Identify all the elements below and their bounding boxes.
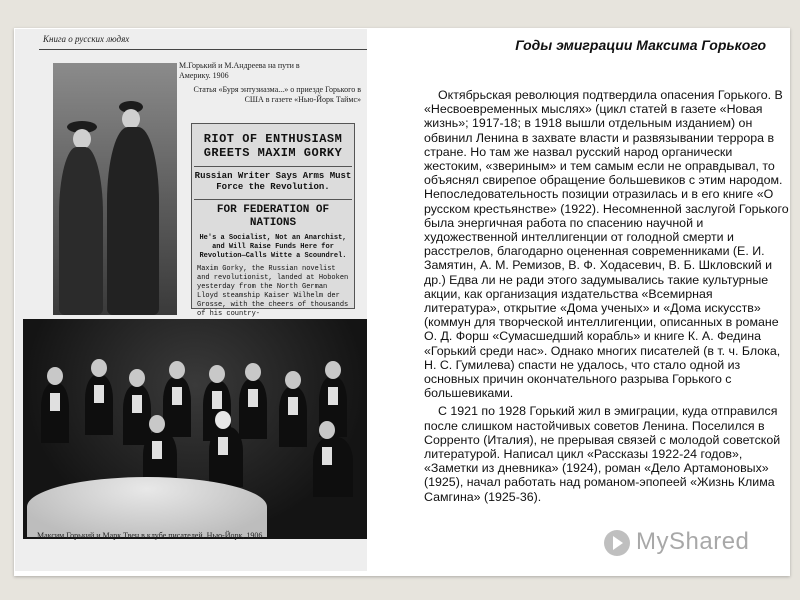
newspaper-clipping [191,123,355,318]
clipping-banner: FOR FEDERATION OF NATIONS [194,199,352,230]
photo-gorky-andreeva [53,63,177,315]
photo-caption-bottom: Максим Горький и Марк Твен в клубе писателей. Нью-Йорк, 1906 [37,531,263,540]
body-paragraph-2: С 1921 по 1928 Горький жил в эмиграции, куда отправился после слишком настойчивых советов Ленина. Поселился в Сорренто (Италия), не прерывая связей с молодой советской литературой. Написал цикл «Рассказы 1922-24 годов», «Заметки из дневника» (1924), роман «Дело Артамоновых» (1925), начал работать над романом-эпопеей «Жизнь Клима Самгина» (1925-36). [424,404,781,504]
photo-caption-top: М.Горький и М.Андреева на пути в Америку. 1906 [179,61,300,80]
clipping-subhead: Russian Writer Says Arms Must Force the Revolution. [194,166,352,193]
slide-title: Годы эмиграции Максима Горького [515,37,766,53]
book-running-header [39,31,367,50]
book-header-text: Книга о русских людях [43,34,130,44]
slide-body [424,88,792,504]
body-paragraph-1: Октябрьская революция подтвердила опасения Горького. В «Несвоевременных мыслях» (цикл статей в газете «Новая жизнь»; 1917-18; в 1918 вышли отдельным изданием) он обвинил Ленина в захвате власти и развязывании террора в стране. Но там же назвал русский народ органически жестоким, «звериным» и тем самым если не оправдывал, то объяснял свирепое обращение большевиков с этим народом. Непоследовательность позиции отразилась и в его книге «О русском крестьянстве» (1922). Несомненной заслугой Горького была энергичная работа по спасению научной и художественной интеллигенции от голодной смерти и расстрелов, благодарно оцененная современниками (Е. И. Замятин, А. М. Ремизов, В. Ф. Ходасевич, В. Б. Шкловский и др.) Едва ли не ради этого задумывались такие культурные акции, как организация издательства «Всемирная литература», открытие «Дома ученых» и «Дома искусств» (коммун для творческой интеллигенции, описанных в романе О. Д. Форш «Сумасшедший корабль» и книге К. А. Федина «Горький среди нас». Однако многих писателей (в т. ч. Блока, Н. С. Гумилева) спасти не удалось, что стало одной из основных причин окончательного разрыва Горького с большевиками. [424,88,789,401]
photo-gorky-twain-club [23,319,367,539]
clipping-body: Maxim Gorky, the Russian novelist and revolutionist, landed at Hoboken yesterday from the North German Lloyd steamship Kaiser Wilhelm der Grosse, with the cheers of thousands of his country- [197,265,349,318]
clipping-caption: Статья «Буря энтузиазма...» о приезде Горького в США в газете «Нью-Йорк Таймс» [193,85,361,104]
clipping-headline: RIOT OF ENTHUSIASM GREETS MAXIM GORKY [203,132,343,160]
book-page-scan [15,29,367,571]
play-icon [604,530,630,556]
watermark [604,528,774,558]
watermark-text: MyShared [636,528,750,555]
clipping-lead: He's a Socialist, Not an Anarchist, and Will Raise Funds Here for Revolution—Calls Witte a Scoundrel. [199,234,347,260]
